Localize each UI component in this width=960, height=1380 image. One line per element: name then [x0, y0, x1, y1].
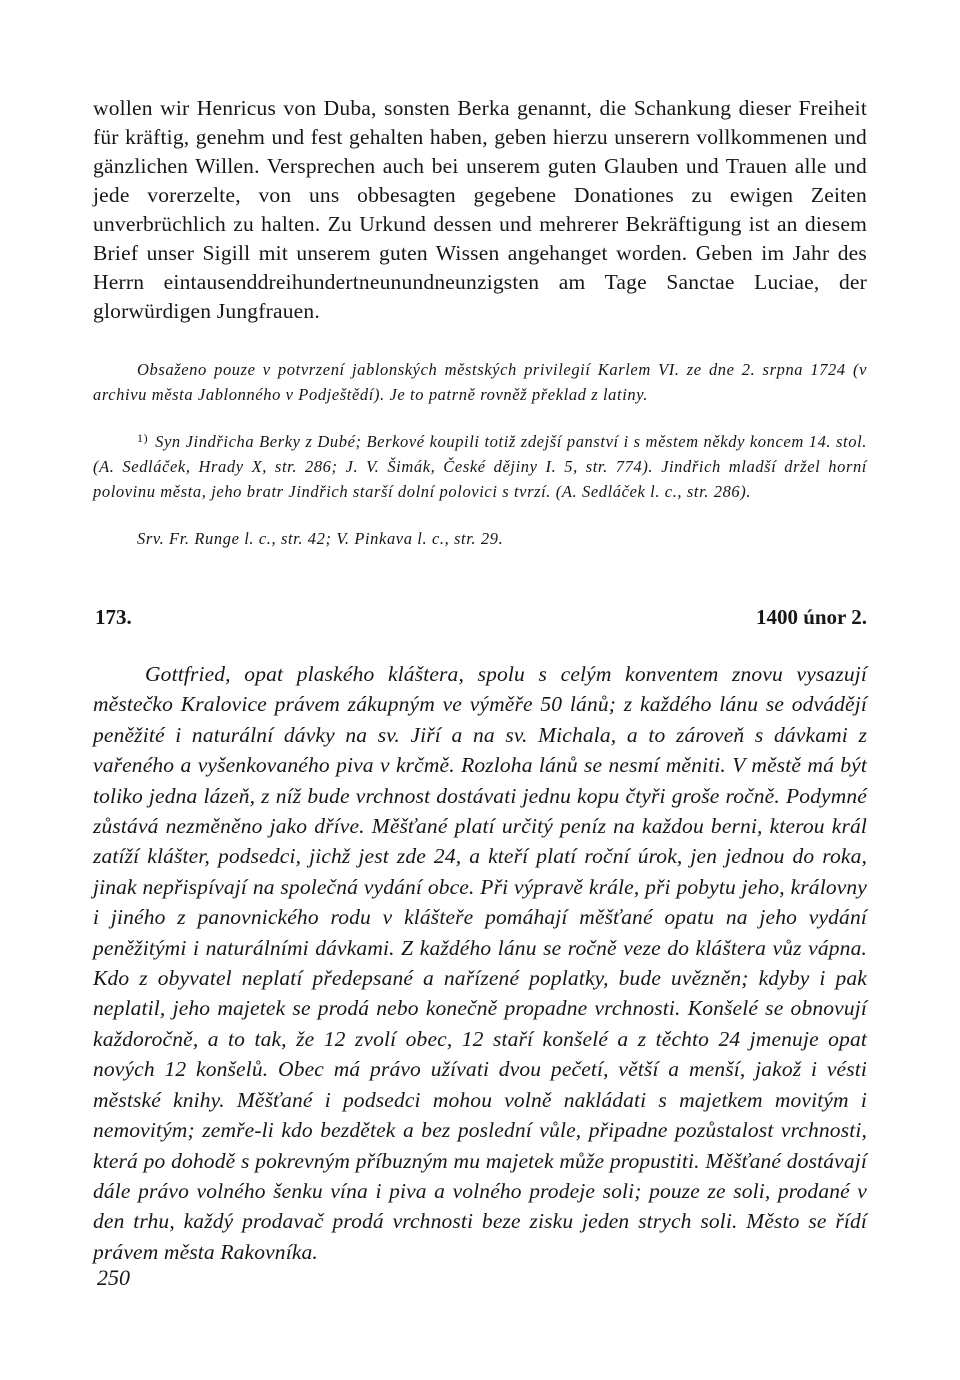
document-number: 173.: [95, 605, 132, 629]
document-heading: [93, 603, 867, 631]
footnote-text: Syn Jindřicha Berky z Dubé; Berkové koupili totiž zdejší panství i s městem někdy koncem 14. stol. (A. Sedláček, Hrady X, str. 286; J. V. Šimák, České dějiny I. 5, str. 774). Jindřich mladší držel horní polovinu města, jeho bratr Jindřich starší dolní polovici s tvrzí. (A. Sedláček l. c., str. 286).: [93, 432, 867, 501]
source-note: Obsaženo pouze v potvrzení jablonských městských privilegií Karlem VI. ze dne 2. srpna 1724 (v archivu města Jablonného v Podještědí). Je to patrně rovněž překlad z latiny.: [93, 360, 867, 404]
footnote-marker: 1): [137, 431, 149, 445]
document-date: 1400 únor 2.: [755, 605, 867, 629]
reference-note: Srv. Fr. Runge l. c., str. 42; V. Pinkava l. c., str. 29.: [137, 529, 504, 548]
continuation-paragraph: wollen wir Henricus von Duba, sonsten Berka genannt, die Schankung dieser Freiheit für kräftig, genehm und fest gehalten haben, geben hierzu unserern vollkommenen und gänzlichen Willen. Versprechen auch bei unserem guten Glauben und Trauen alle und jede vorerzelte, von uns obbesagten gegebene Donationes zu ewigen Zeiten unverbrüchlich zu halten. Zu Urkund dessen und mehrerer Bekräftigung ist an diesem Brief unser Sigill mit unserem guten Wissen angehanget worden. Geben im Jahr des Herrn eintausenddreihundertneunundneunzigsten am Tage Sanctae Luciae, der glorwürdigen Jungfrauen.: [93, 96, 867, 323]
footnote: [93, 426, 867, 504]
page-number: 250: [97, 1265, 130, 1290]
regest-paragraph: Gottfried, opat plaského kláštera, spolu s celým konventem znovu vysazují městečko Kralovice právem zákupným ve výměře 50 lánů; z každého lánu se odvádějí peněžité i naturální dávky na sv. Jiří a na sv. Michala, a to zároveň s dávkami z vařeného a vyšenkovaného piva v krčmě. Rozloha lánů se nesmí měniti. V městě má být toliko jedna lázeň, z níž bude vrchnost dostávati jednu kopu čtyři groše ročně. Podymné zůstává nezměněno jako dříve. Měšťané platí určitý peníz na každou berni, kterou král zatíží klášter, podsedci, jichž jest zde 24, a kteří platí roční úrok, jen jednou do roka, jinak nepřispívají na společná vydání obce. Při výpravě krále, při pobytu jeho, královny i jiného z panovnického rodu v klášteře pomáhají měšťané opatu na jeho vydání peněžitými i naturálními dávkami. Z každého lánu se ročně veze do kláštera vůz vápna. Kdo z obyvatel neplatí předepsané a nařízené poplatky, bude uvězněn; kdyby i pak neplatil, jeho majetek se prodá nebo konečně propadne vrchnosti. Konšelé se obnovují každoročně, a to tak, že 12 zvolí obec, 12 staří konšelé a z těchto 24 jmenuje opat nových 12 konšelů. Obec má právo užívati dvou pečetí, větší a menší, jakož i vésti městské knihy. Měšťané i podsedci mohou volně nakládati s majetkem movitým i nemovitým; zemře-li kdo bezdětek a bez poslední vůle, připadne pozůstalost vrchnosti, která po dohodě s pokrevným příbuzným mu majetek může propustiti. Měšťané dostávají dále právo volného šenku vína i piva a volného prodeje soli; pouze ze soli, prodané v den trhu, každý prodavač prodá vrchnosti beze zisku jeden strych soli. Město se řídí právem města Rakovníka.: [93, 662, 867, 1264]
document-page: [93, 94, 867, 1267]
